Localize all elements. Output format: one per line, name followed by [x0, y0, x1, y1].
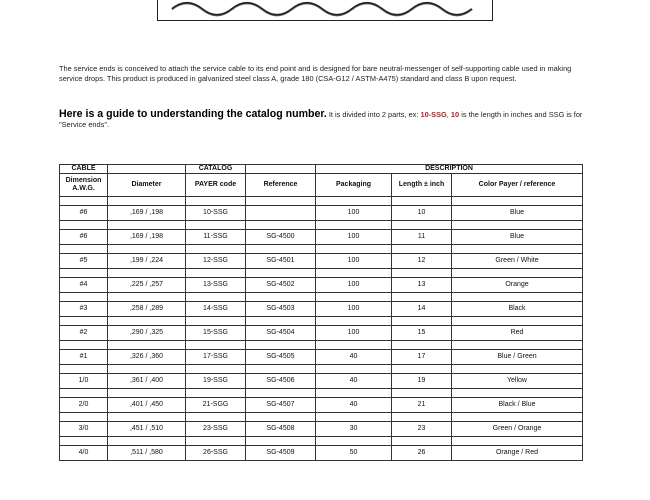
cell-diameter: ,511 / ,580	[108, 446, 186, 461]
spacer-cell	[316, 364, 392, 373]
cell-reference	[246, 206, 316, 221]
group-header-empty	[108, 165, 186, 174]
spacer-cell	[108, 268, 186, 277]
cell-payer-code: 13-SSG	[186, 278, 246, 293]
cell-dimension: 1/0	[60, 374, 108, 389]
spacer-cell	[186, 316, 246, 325]
cell-color: Blue / Green	[452, 350, 583, 365]
spacer-cell	[392, 340, 452, 349]
catalog-number-guide	[59, 109, 589, 130]
cell-payer-code: 21-SGG	[186, 398, 246, 413]
table-row	[60, 326, 583, 341]
cell-reference: SG-4504	[246, 326, 316, 341]
group-header-empty	[246, 165, 316, 174]
spacer-cell	[246, 340, 316, 349]
cell-dimension: 2/0	[60, 398, 108, 413]
spacer-cell	[316, 316, 392, 325]
spacer-cell	[316, 220, 392, 229]
guide-example-code: 10-SSG	[420, 110, 447, 119]
spacer-cell	[108, 244, 186, 253]
spacer-cell	[60, 268, 108, 277]
spacer-cell	[108, 340, 186, 349]
cell-length: 26	[392, 446, 452, 461]
spacer-cell	[108, 220, 186, 229]
spacer-cell	[186, 412, 246, 421]
spacer-cell	[186, 220, 246, 229]
cell-diameter: ,169 / ,198	[108, 230, 186, 245]
spacer-cell	[392, 268, 452, 277]
cell-diameter: ,290 / ,325	[108, 326, 186, 341]
spacer-cell	[60, 388, 108, 397]
spacer-cell	[392, 316, 452, 325]
spacer-cell	[392, 412, 452, 421]
guide-text-part-1: It is divided into 2 parts, ex:	[326, 110, 421, 119]
cell-dimension: #3	[60, 302, 108, 317]
table-header-row	[60, 174, 583, 197]
spacer-cell	[316, 436, 392, 445]
cell-dimension: #5	[60, 254, 108, 269]
spacer-cell	[452, 292, 583, 301]
spacer-cell	[60, 197, 108, 206]
spacer-cell	[392, 436, 452, 445]
cell-diameter: ,225 / ,257	[108, 278, 186, 293]
cell-diameter: ,451 / ,510	[108, 422, 186, 437]
cell-dimension: #6	[60, 230, 108, 245]
table-spacer-row	[60, 197, 583, 206]
guide-example-length: 10	[450, 110, 460, 119]
table-spacer-row	[60, 316, 583, 325]
cell-length: 21	[392, 398, 452, 413]
spacer-cell	[452, 412, 583, 421]
service-end-product-image	[157, 0, 493, 21]
spacer-cell	[60, 412, 108, 421]
spacer-cell	[60, 364, 108, 373]
table-spacer-row	[60, 292, 583, 301]
cell-packaging: 100	[316, 302, 392, 317]
guide-text-part-3: is the length in inches and SSG is for "Service ends".	[59, 110, 583, 129]
table-row	[60, 302, 583, 317]
spacer-cell	[186, 388, 246, 397]
table-spacer-row	[60, 388, 583, 397]
table-row	[60, 278, 583, 293]
cell-payer-code: 23-SSG	[186, 422, 246, 437]
spacer-cell	[246, 292, 316, 301]
spacer-cell	[108, 316, 186, 325]
cell-reference: SG-4509	[246, 446, 316, 461]
cell-dimension: #4	[60, 278, 108, 293]
cell-reference: SG-4501	[246, 254, 316, 269]
cell-packaging: 40	[316, 398, 392, 413]
cell-diameter: ,361 / ,400	[108, 374, 186, 389]
spacer-cell	[246, 436, 316, 445]
cell-color: Orange / Red	[452, 446, 583, 461]
cell-length: 13	[392, 278, 452, 293]
spacer-cell	[392, 388, 452, 397]
spacer-cell	[316, 197, 392, 206]
spacer-cell	[108, 292, 186, 301]
spacer-cell	[246, 197, 316, 206]
cell-color: Blue	[452, 230, 583, 245]
table-spacer-row	[60, 436, 583, 445]
cell-diameter: ,401 / ,450	[108, 398, 186, 413]
helical-wire-illustration	[158, 0, 492, 20]
cell-payer-code: 15-SSG	[186, 326, 246, 341]
spacer-cell	[316, 292, 392, 301]
table-spacer-row	[60, 244, 583, 253]
spacer-cell	[452, 220, 583, 229]
cell-reference: SG-4506	[246, 374, 316, 389]
cell-dimension: 3/0	[60, 422, 108, 437]
spacer-cell	[186, 340, 246, 349]
cell-length: 23	[392, 422, 452, 437]
spacer-cell	[452, 340, 583, 349]
cell-color: Yellow	[452, 374, 583, 389]
spacer-cell	[246, 316, 316, 325]
spacer-cell	[60, 436, 108, 445]
header-payer-code: PAYER code	[186, 174, 246, 197]
guide-text-part-2: ,	[446, 110, 451, 119]
spacer-cell	[316, 340, 392, 349]
table-row	[60, 398, 583, 413]
cell-color: Green / White	[452, 254, 583, 269]
cell-packaging: 100	[316, 206, 392, 221]
header-packaging: Packaging	[316, 174, 392, 197]
cell-color: Black	[452, 302, 583, 317]
spacer-cell	[452, 436, 583, 445]
group-header-cable: CABLE	[60, 165, 108, 174]
cell-payer-code: 10-SSG	[186, 206, 246, 221]
cell-payer-code: 12-SSG	[186, 254, 246, 269]
spacer-cell	[186, 197, 246, 206]
spacer-cell	[60, 292, 108, 301]
header-diameter: Diameter	[108, 174, 186, 197]
spacer-cell	[392, 197, 452, 206]
table-row	[60, 254, 583, 269]
spacer-cell	[246, 268, 316, 277]
spacer-cell	[392, 364, 452, 373]
table-spacer-row	[60, 340, 583, 349]
group-header-catalog: CATALOG	[186, 165, 246, 174]
cell-color: Orange	[452, 278, 583, 293]
cell-length: 10	[392, 206, 452, 221]
spacer-cell	[108, 388, 186, 397]
table-row	[60, 206, 583, 221]
cell-length: 17	[392, 350, 452, 365]
cell-reference: SG-4502	[246, 278, 316, 293]
spacer-cell	[108, 412, 186, 421]
spacer-cell	[452, 388, 583, 397]
cell-packaging: 100	[316, 278, 392, 293]
spacer-cell	[108, 436, 186, 445]
cell-payer-code: 26-SSG	[186, 446, 246, 461]
cell-color: Green / Orange	[452, 422, 583, 437]
spacer-cell	[246, 220, 316, 229]
spacer-cell	[186, 244, 246, 253]
spacer-cell	[452, 268, 583, 277]
table-body	[60, 197, 583, 461]
cell-packaging: 40	[316, 350, 392, 365]
cell-color: Red	[452, 326, 583, 341]
header-dimension: Dimension A.W.G.	[60, 174, 108, 197]
cell-payer-code: 14-SSG	[186, 302, 246, 317]
spacer-cell	[392, 220, 452, 229]
cell-dimension: #1	[60, 350, 108, 365]
table-spacer-row	[60, 412, 583, 421]
spacer-cell	[246, 244, 316, 253]
header-color: Color Payer / reference	[452, 174, 583, 197]
table-row	[60, 230, 583, 245]
cell-length: 15	[392, 326, 452, 341]
spacer-cell	[108, 364, 186, 373]
cell-dimension: #2	[60, 326, 108, 341]
spacer-cell	[60, 244, 108, 253]
cell-diameter: ,258 / ,289	[108, 302, 186, 317]
spacer-cell	[392, 244, 452, 253]
spacer-cell	[108, 197, 186, 206]
catalog-table	[59, 164, 583, 461]
cell-packaging: 40	[316, 374, 392, 389]
cell-reference: SG-4507	[246, 398, 316, 413]
spacer-cell	[316, 388, 392, 397]
table-spacer-row	[60, 364, 583, 373]
spacer-cell	[246, 388, 316, 397]
spacer-cell	[316, 244, 392, 253]
cell-reference: SG-4503	[246, 302, 316, 317]
cell-packaging: 100	[316, 254, 392, 269]
cell-length: 14	[392, 302, 452, 317]
cell-payer-code: 19-SSG	[186, 374, 246, 389]
cell-dimension: 4/0	[60, 446, 108, 461]
cell-length: 12	[392, 254, 452, 269]
cell-packaging: 30	[316, 422, 392, 437]
cell-reference: SG-4500	[246, 230, 316, 245]
cell-packaging: 100	[316, 230, 392, 245]
table-group-header-row	[60, 165, 583, 174]
table-spacer-row	[60, 268, 583, 277]
cell-length: 11	[392, 230, 452, 245]
header-reference: Reference	[246, 174, 316, 197]
cell-color: Black / Blue	[452, 398, 583, 413]
cell-diameter: ,326 / ,360	[108, 350, 186, 365]
spacer-cell	[60, 316, 108, 325]
spacer-cell	[246, 364, 316, 373]
spacer-cell	[246, 412, 316, 421]
spacer-cell	[186, 364, 246, 373]
table-row	[60, 374, 583, 389]
cell-diameter: ,199 / ,224	[108, 254, 186, 269]
cell-length: 19	[392, 374, 452, 389]
spacer-cell	[392, 292, 452, 301]
table-spacer-row	[60, 220, 583, 229]
group-header-description: DESCRIPTION	[316, 165, 583, 174]
cell-packaging: 50	[316, 446, 392, 461]
cell-reference: SG-4508	[246, 422, 316, 437]
table-row	[60, 422, 583, 437]
cell-dimension: #6	[60, 206, 108, 221]
cell-payer-code: 11-SSG	[186, 230, 246, 245]
spacer-cell	[60, 340, 108, 349]
spacer-cell	[452, 197, 583, 206]
table-row	[60, 446, 583, 461]
table-row	[60, 350, 583, 365]
cell-diameter: ,169 / ,198	[108, 206, 186, 221]
cell-color: Blue	[452, 206, 583, 221]
guide-heading: Here is a guide to understanding the catalog number.	[59, 108, 327, 120]
cell-packaging: 100	[316, 326, 392, 341]
spacer-cell	[186, 436, 246, 445]
spacer-cell	[186, 292, 246, 301]
spacer-cell	[316, 268, 392, 277]
header-length: Length ± inch	[392, 174, 452, 197]
spacer-cell	[452, 316, 583, 325]
cell-reference: SG-4505	[246, 350, 316, 365]
spacer-cell	[452, 244, 583, 253]
spacer-cell	[186, 268, 246, 277]
cell-payer-code: 17-SSG	[186, 350, 246, 365]
product-description: The service ends is conceived to attach the service cable to its end point and is designed for bare neutral-messenger of self-supporting cable used in making service drops. This product is produced in galvanized steel class A, grade 180 (CSA-G12 / ASTM-A475) standard and class B upon request.	[59, 64, 572, 83]
spacer-cell	[316, 412, 392, 421]
spacer-cell	[60, 220, 108, 229]
spacer-cell	[452, 364, 583, 373]
